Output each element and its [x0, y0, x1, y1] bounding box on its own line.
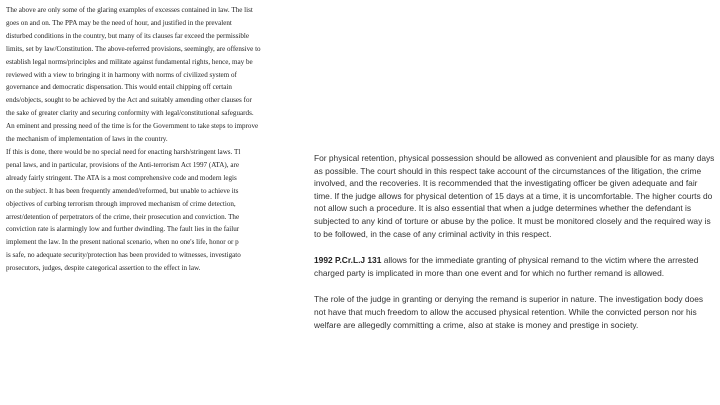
text-line: penal laws, and in particular, provisions of the Anti-terrorism Act 1997 (ATA), are: [6, 160, 239, 169]
text-line: ends/objects, sought to be achieved by the Act and suitably amending other clauses for: [6, 96, 252, 105]
case-citation: 1992 P.Cr.L.J 131: [314, 255, 382, 266]
text-line: implement the law. In the present national scenario, when no one's life, honor or p: [6, 238, 239, 247]
text-line: reviewed with a view to bringing it in harmony with norms of civilized system of: [6, 70, 237, 79]
text-line: conviction rate is alarmingly low and further dwindling. The fault lies in the failur: [6, 225, 240, 234]
text-line: governance and democratic dispensation. This would entail chipping off certain: [6, 83, 232, 92]
scanned-text-column: [6, 4, 338, 275]
text-line: arrest/detention of perpetrators of the crime, their prosecution and conviction. The: [6, 212, 240, 221]
citation-text: allows for the immediate granting of physical remand to the victim where the arrested charged party is implicated in more than one event and for which no further remand is allowed.: [314, 255, 699, 278]
paragraph-judge-role: The role of the judge in granting or denying the remand is superior in nature. The investigation body does not have that much freedom to allow the accused physical retention. While the convicted person nor his welfare are allegedly committing a crime, also at stake is money and prestige in society.: [314, 294, 704, 330]
text-line: prosecutors, judges, despite categorical assertion to the effect in law.: [6, 264, 201, 273]
text-line: on the subject. It has been frequently amended/reformed, but unable to achieve its: [6, 186, 239, 195]
paragraph-citation: [314, 254, 716, 279]
text-line: is safe, no adequate security/protection has been provided to witnesses, investigato: [6, 251, 241, 260]
text-line: An eminent and pressing need of the time is for the Government to take steps to improve: [6, 122, 259, 131]
text-line: disturbed conditions in the country, but many of its clauses far exceed the permissible: [6, 31, 250, 40]
text-line: already fairly stringent. The ATA is a most comprehensive code and modern legis: [6, 173, 237, 182]
typed-text-column: [314, 152, 716, 345]
paragraph-physical-retention: For physical retention, physical possession should be allowed as convenient and plausible for as many days as possible. The court should in this respect take account of the circumstances of the litigation, the crime involved, and the recoveries. It is recommended that the investigating officer be given adequate and fair time. If the judge allows for physical detention of 15 days at a time, it is uncomfortable. The higher courts do not allow such a procedure. It is also essential that when a judge determines whether the defendant is subjected to any kind of torture or abuse by the police. It must be monitored closely and the required way is to be followed, in the case of any criminal activity in this respect.: [314, 153, 715, 239]
text-line: establish legal norms/principles and militate against fundamental rights, hence, may be: [6, 57, 253, 66]
text-line: the mechanism of implementation of laws in the country.: [6, 135, 168, 144]
text-line: goes on and on. The PPA may be the need of hour, and justified in the prevalent: [6, 18, 232, 27]
text-line: If this is done, there would be no special need for enacting harsh/stringent laws. Tl: [6, 147, 241, 156]
text-line: the sake of greater clarity and securing conformity with legal/constitutional safeguards.: [6, 109, 254, 118]
text-line: The above are only some of the glaring examples of excesses contained in law. The list: [6, 6, 253, 14]
text-line: limits, set by law/Constitution. The above-referred provisions, seemingly, are offensive to: [6, 44, 261, 53]
text-line: objectives of curbing terrorism through improved mechanism of crime detection,: [6, 199, 236, 208]
